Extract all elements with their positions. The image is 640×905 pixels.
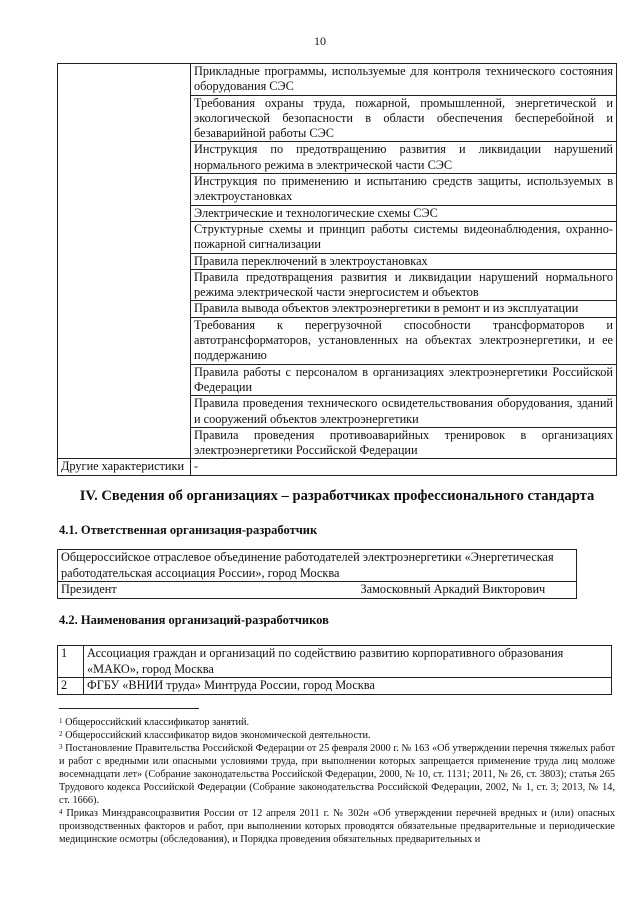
section-4-2-title: 4.2. Наименования организаций-разработчиков: [59, 613, 329, 627]
developer-name: ФГБУ «ВНИИ труда» Минтруда России, город Москва: [84, 678, 612, 695]
table-row: [58, 678, 612, 695]
other-label: Другие характеристики: [58, 459, 191, 475]
footnote-separator: [59, 708, 199, 709]
footnotes: [59, 716, 615, 846]
person-name: Замосковный Аркадий Викторович: [358, 582, 577, 599]
page-number: 10: [314, 34, 326, 48]
knowledge-item: Правила предотвращения развития и ликвидации нарушений нормального режима электрической части энергосистем и объектов: [191, 269, 617, 301]
table-row: [58, 64, 617, 96]
footnote: $^2$ Общероссийский классификатор видов экономической деятельности.: [59, 730, 371, 741]
position: Президент: [58, 582, 358, 599]
knowledge-item: Правила проведения противоаварийных тренировок в организациях электроэнергетики Российской Федерации: [191, 427, 617, 459]
knowledge-item: Структурные схемы и принцип работы системы видеонаблюдения, охранно-пожарной сигнализации: [191, 221, 617, 253]
row-number: 2: [58, 678, 84, 695]
knowledge-item: Требования охраны труда, пожарной, промышленной, энергетической и экологической безопасности в области обеспечения бесперебойной и безаварийной работы СЭС: [191, 95, 617, 142]
section-4-1-title: 4.1. Ответственная организация-разработчик: [59, 523, 318, 537]
knowledge-item: Инструкция по применению и испытанию средств защиты, используемых в электроустановках: [191, 174, 617, 206]
developer-name: Ассоциация граждан и организаций по содействию развитию корпоративного образования «МАКО», город Москва: [84, 646, 612, 678]
footnote: $^4$ Приказ Минздравсоцразвития России от 12 апреля 2011 г. № 302н «Об утверждении перечней вредных и (или) опасных производственных факторов и работ, при выполнении которых проводятся обязательные предварительные и периодические медицинские осмотры (обследования), и Порядка проведения обязательных предварительных и: [59, 808, 616, 845]
org-name: Общероссийское отраслевое объединение работодателей электроэнергетики «Энергетическая работодательская ассоциация России», город Москва: [58, 550, 577, 582]
responsible-org-table: [57, 549, 577, 599]
knowledge-item: Правила переключений в электроустановках: [191, 253, 617, 269]
knowledge-item: Требования к перегрузочной способности трансформаторов и автотрансформаторов, установленных на объектах электроэнергетики, и ее поддержанию: [191, 317, 617, 364]
knowledge-table: [57, 63, 617, 476]
row-number: 1: [58, 646, 84, 678]
empty-label-cell: [58, 64, 191, 459]
section-4-title: IV. Сведения об организациях – разработчиках профессионального стандарта: [79, 488, 595, 504]
table-row: [58, 646, 612, 678]
footnote: $^3$ Постановление Правительства Российской Федерации от 25 февраля 2000 г. № 163 «Об утверждении перечня тяжелых работ и работ с вредными или опасными условиями труда, при выполнении которых запрещается применение труда лиц моложе восемнадцати лет» (Собрание законодательства Российской Федерации, 2000, № 10, ст. 1131; 2011, № 26, ст. 3803); статья 265 Трудового кодекса Российской Федерации (Собрание законодательства Российской Федерации, 2002, № 1, ст. 3; 2013, № 14, ст. 1666).: [59, 743, 615, 806]
footnote: $^1$ Общероссийский классификатор занятий.: [59, 717, 250, 728]
table-row: [58, 459, 617, 475]
other-value: -: [191, 459, 617, 475]
knowledge-item: Правила проведения технического освидетельствования оборудования, зданий и сооружений объектов электроэнергетики: [191, 396, 617, 428]
knowledge-item: Прикладные программы, используемые для контроля технического состояния оборудования СЭС: [191, 64, 617, 96]
knowledge-item: Инструкция по предотвращению развития и ликвидации нарушений нормального режима в электрической части СЭС: [191, 142, 617, 174]
knowledge-item: Электрические и технологические схемы СЭС: [191, 205, 617, 221]
developers-table: [57, 645, 612, 695]
knowledge-item: Правила вывода объектов электроэнергетики в ремонт и из эксплуатации: [191, 301, 617, 317]
knowledge-item: Правила работы с персоналом в организациях электроэнергетики Российской Федерации: [191, 364, 617, 396]
